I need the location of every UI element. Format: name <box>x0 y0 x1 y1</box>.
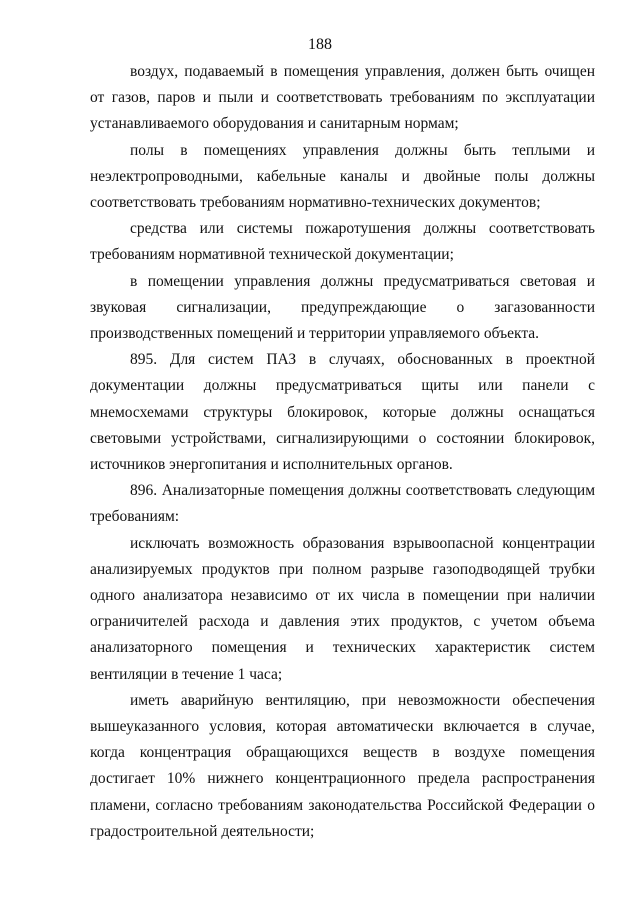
paragraph-signaling: в помещении управления должны предусматриваться световая и звуковая сигнализации, предупреждающие о загазованности производственных помещений и территории управляемого объекта. <box>90 272 595 343</box>
paragraph-item-896: 896. Анализаторные помещения должны соответствовать следующим требованиям: <box>90 482 595 526</box>
paragraph-air-supply: воздух, подаваемый в помещения управления, должен быть очищен от газов, паров и пыли и соответствовать требованиям по эксплуатации устанавливаемого оборудования и санитарным нормам; <box>90 63 595 133</box>
paragraph-emergency-ventilation: иметь аварийную вентиляцию, при невозможности обеспечения вышеуказанного условия, которая автоматически включается в случае, когда концентрация обращающихся веществ в воздухе помещения достигает 10% нижнего концентрационного предела распространения пламени, согласно требованиям законодательства Российской Федерации о градостроительной деятельности; <box>90 691 595 840</box>
paragraph-item-895: 895. Для систем ПАЗ в случаях, обоснованных в проектной документации должны предусматриваться щиты или панели с мнемосхемами структуры блокировок, которые должны оснащаться световыми устройствами, сигнализирующими о состоянии блокировок, источников энергопитания и исполнительных органов. <box>90 351 595 474</box>
document-body <box>90 59 595 845</box>
paragraph-concentration-requirement: исключать возможность образования взрывоопасной концентрации анализируемых продуктов при полном разрыве газоподводящей трубки одного анализатора независимо от их числа в помещении при наличии ограничителей расхода и давления этих продуктов, с учетом объема анализаторного помещения и технических характеристик систем вентиляции в течение 1 часа; <box>90 534 595 683</box>
page-number: 188 <box>308 36 332 53</box>
paragraph-fire-extinguishing: средства или системы пожаротушения должны соответствовать требованиям нормативной технической документации; <box>90 220 595 264</box>
paragraph-floors: полы в помещениях управления должны быть теплыми и неэлектропроводными, кабельные каналы и двойные полы должны соответствовать требованиям нормативно-технических документов; <box>90 141 595 212</box>
